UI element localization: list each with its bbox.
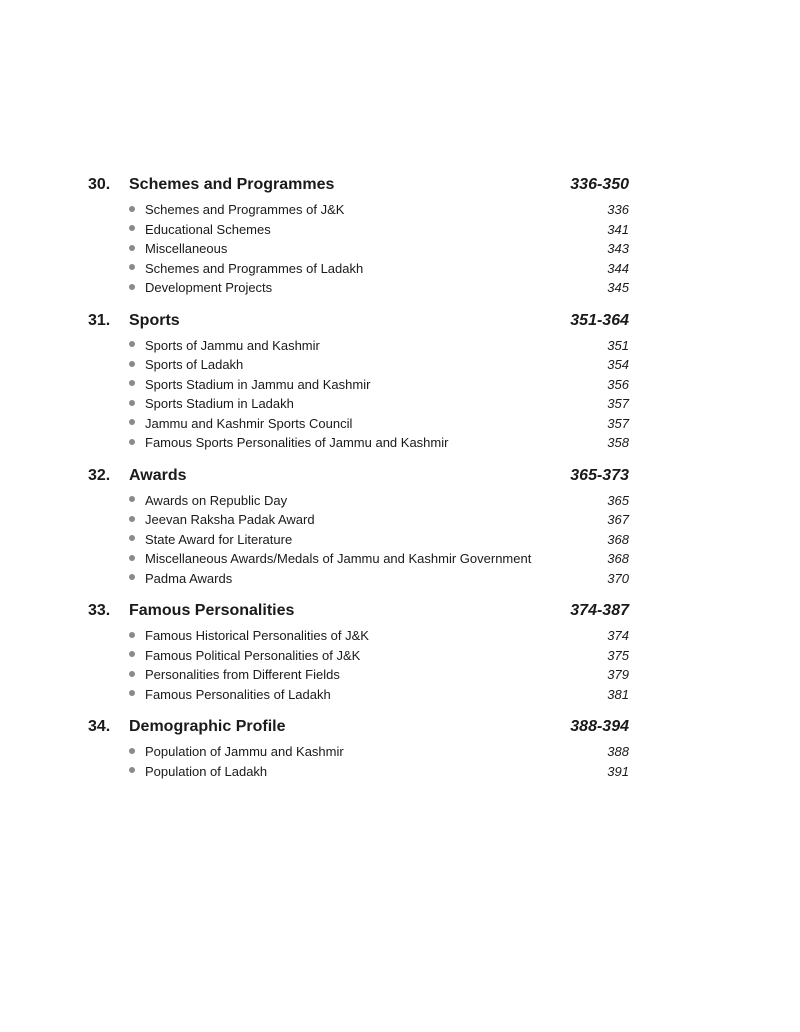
bullet-icon bbox=[129, 264, 135, 270]
topic-title: Awards on Republic Day bbox=[145, 492, 288, 508]
topic-title: Sports of Jammu and Kashmir bbox=[145, 337, 320, 353]
bullet-icon bbox=[129, 361, 135, 367]
topic-page-number: 379 bbox=[607, 667, 629, 683]
topic-title: Jammu and Kashmir Sports Council bbox=[145, 415, 353, 431]
chapter-section bbox=[88, 467, 629, 589]
chapter-heading bbox=[88, 176, 629, 200]
topic-item bbox=[88, 336, 629, 356]
chapter-number: 30. bbox=[88, 176, 111, 193]
topic-page-number: 374 bbox=[607, 628, 629, 644]
chapter-heading bbox=[88, 602, 629, 626]
topic-item bbox=[88, 569, 629, 589]
bullet-icon bbox=[129, 632, 135, 638]
chapter-title: Demographic Profile bbox=[129, 718, 286, 735]
topic-item bbox=[88, 239, 629, 259]
topic-title: Miscellaneous bbox=[145, 241, 228, 257]
chapter-title: Sports bbox=[129, 311, 180, 329]
topic-title: Schemes and Programmes of J&K bbox=[145, 202, 345, 218]
chapter-page-range: 365-373 bbox=[570, 466, 629, 484]
topic-title: Population of Jammu and Kashmir bbox=[145, 744, 344, 760]
topic-list bbox=[88, 491, 629, 589]
topic-item bbox=[88, 510, 629, 530]
chapter-number: 31. bbox=[88, 311, 111, 329]
bullet-icon bbox=[129, 535, 135, 541]
topic-page-number: 344 bbox=[607, 260, 629, 276]
chapter-page-range: 388-394 bbox=[570, 718, 629, 735]
topic-title: Padma Awards bbox=[145, 570, 233, 586]
topic-title: Schemes and Programmes of Ladakh bbox=[145, 260, 364, 276]
chapter-number: 33. bbox=[88, 602, 111, 619]
bullet-icon bbox=[129, 439, 135, 445]
chapter-section bbox=[88, 602, 629, 704]
topic-page-number: 356 bbox=[607, 376, 629, 392]
topic-title: Jeevan Raksha Padak Award bbox=[145, 512, 315, 528]
topic-title: Famous Political Personalities of J&K bbox=[145, 647, 361, 663]
bullet-icon bbox=[129, 400, 135, 406]
topic-title: State Award for Literature bbox=[145, 531, 293, 547]
topic-page-number: 368 bbox=[607, 551, 629, 567]
chapter-title: Schemes and Programmes bbox=[129, 176, 335, 193]
bullet-icon bbox=[129, 555, 135, 561]
chapter-number: 34. bbox=[88, 718, 111, 735]
topic-title: Sports Stadium in Ladakh bbox=[145, 396, 294, 412]
topic-list bbox=[88, 200, 629, 298]
topic-item bbox=[88, 685, 629, 705]
chapter-title: Awards bbox=[129, 466, 187, 484]
topic-title: Famous Personalities of Ladakh bbox=[145, 686, 331, 702]
topic-page-number: 375 bbox=[607, 647, 629, 663]
chapter-section bbox=[88, 312, 629, 453]
bullet-icon bbox=[129, 225, 135, 231]
chapter-title: Famous Personalities bbox=[129, 602, 295, 619]
topic-title: Development Projects bbox=[145, 280, 273, 296]
topic-page-number: 343 bbox=[607, 241, 629, 257]
topic-title: Educational Schemes bbox=[145, 221, 271, 237]
bullet-icon bbox=[129, 671, 135, 677]
chapter-page-range: 374-387 bbox=[570, 602, 629, 619]
chapter-page-range: 351-364 bbox=[570, 311, 629, 329]
topic-title: Famous Historical Personalities of J&K bbox=[145, 628, 369, 644]
bullet-icon bbox=[129, 419, 135, 425]
topic-item bbox=[88, 394, 629, 414]
topic-title: Famous Sports Personalities of Jammu and Kashmir bbox=[145, 435, 449, 451]
bullet-icon bbox=[129, 341, 135, 347]
topic-item bbox=[88, 200, 629, 220]
topic-item bbox=[88, 414, 629, 434]
topic-item bbox=[88, 433, 629, 453]
topic-page-number: 351 bbox=[607, 337, 629, 353]
bullet-icon bbox=[129, 516, 135, 522]
topic-page-number: 357 bbox=[607, 415, 629, 431]
bullet-icon bbox=[129, 380, 135, 386]
chapter-heading bbox=[88, 718, 629, 742]
topic-item bbox=[88, 626, 629, 646]
topic-page-number: 336 bbox=[607, 202, 629, 218]
topic-title: Sports Stadium in Jammu and Kashmir bbox=[145, 376, 371, 392]
chapter-section bbox=[88, 718, 629, 781]
topic-list bbox=[88, 626, 629, 704]
chapter-heading bbox=[88, 467, 629, 491]
topic-item bbox=[88, 646, 629, 666]
topic-title: Miscellaneous Awards/Medals of Jammu and Kashmir Government bbox=[145, 551, 532, 567]
bullet-icon bbox=[129, 574, 135, 580]
topic-item bbox=[88, 355, 629, 375]
topic-page-number: 345 bbox=[607, 280, 629, 296]
topic-item bbox=[88, 762, 629, 782]
topic-page-number: 341 bbox=[607, 221, 629, 237]
topic-title: Personalities from Different Fields bbox=[145, 667, 340, 683]
chapter-section bbox=[88, 176, 629, 298]
topic-page-number: 365 bbox=[607, 492, 629, 508]
topic-title: Population of Ladakh bbox=[145, 763, 268, 779]
topic-page-number: 357 bbox=[607, 396, 629, 412]
topic-page-number: 368 bbox=[607, 531, 629, 547]
topic-page-number: 391 bbox=[607, 763, 629, 779]
bullet-icon bbox=[129, 690, 135, 696]
topic-item bbox=[88, 375, 629, 395]
table-of-contents bbox=[88, 176, 629, 795]
topic-item bbox=[88, 220, 629, 240]
topic-page-number: 367 bbox=[607, 512, 629, 528]
topic-page-number: 354 bbox=[607, 357, 629, 373]
topic-item bbox=[88, 549, 629, 569]
chapter-page-range: 336-350 bbox=[570, 176, 629, 193]
bullet-icon bbox=[129, 651, 135, 657]
bullet-icon bbox=[129, 496, 135, 502]
topic-page-number: 370 bbox=[607, 570, 629, 586]
topic-item bbox=[88, 491, 629, 511]
bullet-icon bbox=[129, 767, 135, 773]
topic-page-number: 381 bbox=[607, 686, 629, 702]
bullet-icon bbox=[129, 245, 135, 251]
topic-item bbox=[88, 259, 629, 279]
topic-item bbox=[88, 278, 629, 298]
bullet-icon bbox=[129, 284, 135, 290]
topic-item bbox=[88, 530, 629, 550]
topic-item bbox=[88, 665, 629, 685]
topic-page-number: 358 bbox=[607, 435, 629, 451]
bullet-icon bbox=[129, 206, 135, 212]
chapter-heading bbox=[88, 312, 629, 336]
topic-list bbox=[88, 336, 629, 453]
topic-title: Sports of Ladakh bbox=[145, 357, 244, 373]
chapter-number: 32. bbox=[88, 466, 111, 484]
topic-list bbox=[88, 742, 629, 781]
topic-item bbox=[88, 742, 629, 762]
topic-page-number: 388 bbox=[607, 744, 629, 760]
bullet-icon bbox=[129, 748, 135, 754]
